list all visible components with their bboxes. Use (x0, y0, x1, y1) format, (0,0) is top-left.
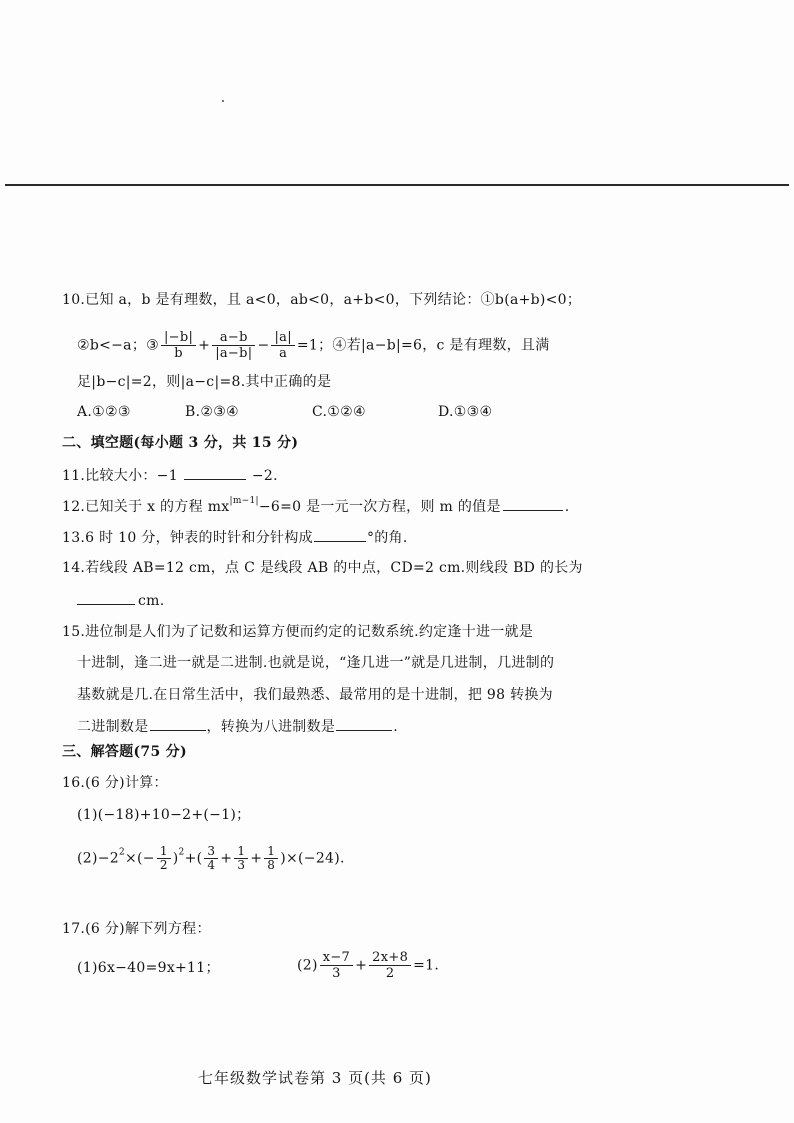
frac-num: 3 (204, 845, 218, 859)
q14-line1: 14.若线段 AB=12 cm，点 C 是线段 AB 的中点，CD=2 cm.则线段 BD 的长为 (62, 560, 583, 576)
op-minus: − (257, 337, 270, 354)
q10-option-c: C.①②④ (312, 404, 366, 420)
fraction-abs-neg-b-over-b (161, 330, 196, 361)
answer-blank (503, 496, 563, 511)
q10-option-b: B.②③④ (185, 404, 239, 420)
fraction-one-third (234, 845, 248, 872)
q15-text-post: . (393, 719, 398, 735)
answer-blank (184, 465, 246, 480)
frac-num: |−b| (161, 330, 196, 346)
frac-num: x−7 (320, 950, 353, 966)
q15-line3: 基数就是几.在日常生活中，我们最熟悉、最常用的是十进制，把 98 转换为 (77, 687, 553, 703)
q16-text: )×(−24). (280, 850, 345, 867)
op-plus: + (220, 850, 233, 867)
q17-part2 (297, 950, 439, 981)
q17-text: (2) (297, 957, 318, 974)
section-heading-fill-blank: 二、填空题(每小题 3 分，共 15 分) (62, 435, 299, 451)
q15-line2: 十进制，逢二进一就是二进制.也就是说，“逢几进一”就是几进制，几进制的 (77, 655, 555, 671)
page-footer: 七年级数学试卷第 3 页(共 6 页) (198, 1069, 432, 1087)
frac-den: 2 (159, 858, 168, 872)
q15-text: 二进制数是 (77, 719, 149, 735)
frac-den: 3 (332, 966, 341, 981)
fraction-2x-plus-8-over-2 (369, 950, 411, 981)
frac-den: 3 (237, 858, 246, 872)
q10-option-a: A.①②③ (77, 404, 131, 420)
q11 (62, 465, 278, 486)
exponent: 2 (178, 847, 185, 858)
q10-option-d: D.①③④ (438, 404, 493, 420)
frac-den: a (279, 346, 288, 361)
q13-text-post: °的角. (366, 530, 408, 546)
q10-line2 (77, 330, 550, 361)
q13-text: 13.6 时 10 分，钟表的时针和分针构成 (62, 530, 313, 546)
fraction-one-half (157, 845, 171, 872)
page-top-rule (5, 184, 789, 186)
q16-text: ×(− (125, 850, 155, 867)
q12-text-mid: −6=0 是一元一次方程，则 m 的值是 (258, 499, 501, 515)
q16-text: +( (184, 850, 203, 867)
q10-line2-pre: ②b<−a；③ (77, 337, 159, 354)
q16-text: (2)−2 (77, 850, 119, 867)
q17-part1: (1)6x−40=9x+11； (77, 960, 220, 976)
op-plus: + (198, 337, 211, 354)
exponent: 2 (118, 847, 125, 858)
q15-text-mid: ，转换为八进制数是 (206, 719, 336, 735)
frac-num: 2x+8 (369, 950, 411, 966)
scan-speck (222, 100, 224, 102)
q16-text: ) (172, 850, 179, 867)
answer-blank (77, 590, 135, 605)
q16-title: 16.(6 分)计算： (62, 775, 168, 791)
answer-blank (150, 716, 206, 731)
q17-title: 17.(6 分)解下列方程： (62, 921, 211, 937)
q11-text: 11.比较大小：−1 (62, 468, 178, 484)
q11-text-post: −2. (251, 468, 278, 484)
frac-num: 1 (157, 845, 171, 859)
op-plus: + (355, 957, 368, 974)
q17-text-post: =1. (413, 957, 440, 974)
frac-den: 8 (267, 858, 276, 872)
q14-text-post: cm. (138, 593, 165, 609)
q16-part2 (77, 845, 345, 872)
frac-num: 1 (234, 845, 248, 859)
answer-blank (314, 527, 366, 542)
section-heading-solve: 三、解答题(75 分) (62, 744, 187, 760)
q13 (62, 527, 408, 548)
frac-den: b (174, 346, 183, 361)
q10-line2-post: =1；④若|a−b|=6，c 是有理数，且满 (296, 337, 550, 354)
frac-den: |a−b| (215, 346, 253, 361)
q14-line2 (77, 590, 164, 611)
fraction-one-eighth (264, 845, 278, 872)
frac-num: 1 (264, 845, 278, 859)
q10-line3: 足|b−c|=2，则|a−c|=8.其中正确的是 (77, 374, 332, 390)
frac-num: a−b (212, 330, 255, 346)
q12 (62, 496, 570, 517)
op-plus: + (250, 850, 263, 867)
fraction-a-minus-b (212, 330, 255, 361)
q12-exponent: |m−1| (229, 496, 259, 506)
frac-num: |a| (271, 330, 294, 346)
q15-line4 (77, 716, 398, 737)
q16-part1: (1)(−18)+10−2+(−1)； (77, 807, 251, 823)
fraction-x-minus-7-over-3 (320, 950, 353, 981)
q10-line1: 10.已知 a，b 是有理数，且 a<0，ab<0，a+b<0，下列结论：①b(a+b)<0； (62, 292, 582, 308)
frac-den: 2 (385, 966, 395, 981)
fraction-three-quarters (204, 845, 218, 872)
q12-text-post: . (564, 499, 570, 515)
frac-den: 4 (207, 858, 216, 872)
q12-text: 12.已知关于 x 的方程 mx (62, 499, 230, 515)
answer-blank (336, 716, 392, 731)
q15-line1: 15.进位制是人们为了记数和运算方便而约定的记数系统.约定逢十进一就是 (62, 624, 534, 640)
fraction-abs-a-over-a (271, 330, 294, 361)
